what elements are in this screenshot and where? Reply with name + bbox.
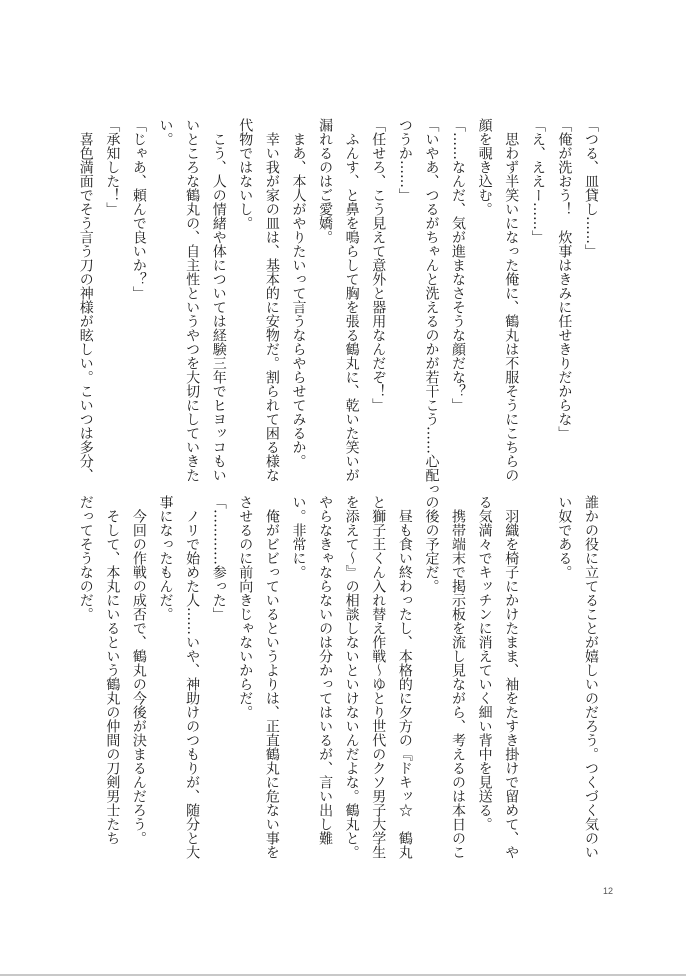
text-line: 「え、ええー……」	[529, 118, 546, 244]
text-line: い奴である。	[556, 495, 573, 579]
text-line: の後の予定だ。	[423, 495, 440, 593]
text-line: いところな鶴丸の、自主性というやつを大切にしていきた	[184, 118, 201, 482]
text-line: 羽織を椅子にかけたまま、袖をたすき掛けで留めて、や	[503, 495, 520, 859]
text-line: 今回の作戦の成否で、鶴丸の今後が決まるんだろう。	[130, 495, 147, 845]
text-line: そして、本丸にいるという鶴丸の仲間の刀剣男士たち	[104, 495, 121, 845]
text-line: つうか……」	[396, 118, 413, 202]
text-line: と獅子王くん入れ替え作戦～ゆとり世代のクソ男子大学生	[370, 495, 387, 859]
text-line: を添えて～』の相談しないといけないんだよな。鶴丸と。	[343, 495, 360, 859]
page-number: 12	[603, 886, 614, 896]
text-line: 俺がビビっているというよりは、正直鶴丸に危ない事を	[263, 495, 280, 859]
text-line: 漏れるのはご愛嬌。	[317, 118, 334, 244]
text-line: 喜色満面でそう言う刀の神様が眩しい。こいつは多分、	[77, 118, 94, 482]
text-line: ノリで始めた人……いや、神助けのつもりが、随分と大	[184, 495, 201, 859]
text-line: こう、人の情緒や体については経験三年でヒヨッコもい	[210, 118, 227, 482]
text-line: 「……なんだ、気が進まなさそうな顔だな？」	[450, 118, 467, 412]
text-line: 思わず半笑いになった俺に、鶴丸は不服そうにこちらの	[503, 118, 520, 482]
text-line: やらなきゃならないのは分かってはいるが、言い出し難	[317, 495, 334, 845]
text-line: 幸い我が家の皿は、基本的に安物だ。割られて困る様な	[263, 118, 280, 482]
text-block-upper	[72, 118, 604, 496]
text-line: 顔を覗き込む。	[476, 118, 493, 216]
text-line: ふんす、と鼻を鳴らして胸を張る鶴丸に、乾いた笑いが	[343, 118, 360, 482]
text-line: 「任せろ、こう見えて意外と器用なんだぞ！」	[370, 118, 387, 412]
text-line: 「いやあ、つるがちゃんと洗えるのかが若干こう……心配っ	[423, 118, 440, 496]
text-line: だってそうなのだ。	[77, 495, 94, 621]
text-block-lower	[72, 495, 604, 867]
text-line: 「つる、皿貸し……」	[583, 118, 599, 258]
text-line: 「じゃあ、頼んで良いか？」	[130, 118, 147, 300]
text-line: 昼も食い終わったし、本格的に夕方の『ドキッ☆ 鶴丸	[396, 495, 413, 859]
text-line: 誰かの役に立てることが嬉しいのだろう。つくづく気のい	[583, 495, 599, 859]
text-line: 事になったもんだ。	[157, 495, 174, 621]
text-line: させるのに前向きじゃないからだ。	[237, 495, 254, 719]
text-line: 携帯端末で掲示板を流し見ながら、考えるのは本日のこ	[450, 495, 467, 859]
text-line: 「…………参った」	[210, 495, 227, 621]
text-line: い。非常に。	[290, 495, 307, 579]
text-line: まあ、本人がやりたいって言うならやらせてみるか。	[290, 118, 307, 468]
text-line	[524, 495, 551, 867]
text-line: 「俺が洗おう！ 炊事はきみに任せきりだからな」	[556, 118, 573, 440]
text-line: い。	[157, 118, 174, 146]
text-line: 「承知した！」	[104, 118, 121, 216]
text-line: る気満々でキッチンに消えていく細い背中を見送る。	[476, 495, 493, 831]
text-line: 代物ではないし。	[237, 118, 254, 230]
